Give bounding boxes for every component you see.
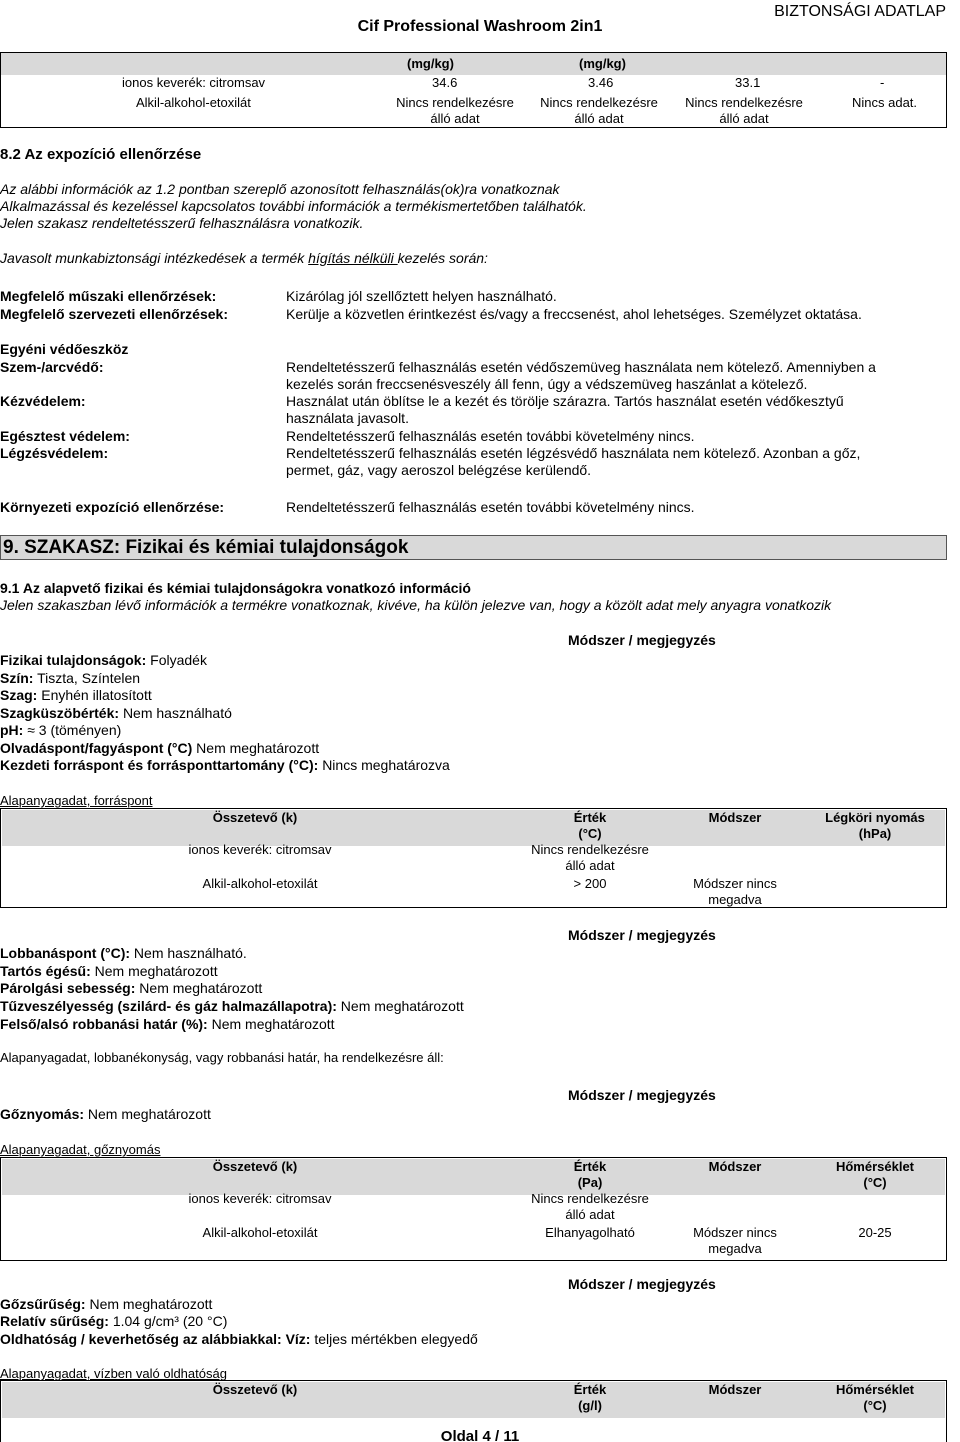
column-header: Érték (g/l) — [573, 1382, 607, 1413]
field-label: Megfelelő szervezeti ellenőrzések: — [0, 306, 228, 322]
field-value: Kizárólag jól szellőztett helyen használható. — [286, 288, 557, 304]
field-label: Szem-/arcvédő: — [0, 359, 104, 375]
table-cell: 34.6 — [432, 75, 458, 90]
unit-label: (mg/kg) — [579, 56, 626, 71]
table-caption: Alapanyagadat, vízben való oldhatóság — [0, 1366, 227, 1381]
table-header-band — [2, 1159, 945, 1195]
info-line: Alkalmazással és kezeléssel kapcsolatos további információk a termékismertetőben találhatók. — [0, 198, 587, 214]
table-caption: Alapanyagadat, gőznyomás — [0, 1142, 161, 1157]
property-row: Lobbanáspont (°C): Nem használható. — [0, 945, 247, 961]
field-value: Kerülje a közvetlen érintkezést és/vagy a freccsenést, ahol lehetséges. Személyzet oktatása. — [286, 306, 862, 322]
property-row: Felső/alsó robbanási határ (%): Nem meghatározott — [0, 1016, 335, 1032]
property-row: Gőzsűrűség: Nem meghatározott — [0, 1296, 213, 1312]
info-line: Az alábbi információk az 1.2 pontban szereplő azonosított felhasználás(ok)ra vonatkoznak — [0, 181, 560, 197]
property-row: Párolgási sebesség: Nem meghatározott — [0, 980, 263, 996]
table-header-band — [2, 1382, 945, 1418]
column-header: Összetevő (k) — [212, 1159, 298, 1174]
column-header: Összetevő (k) — [212, 810, 298, 825]
column-header: Érték (°C) — [573, 810, 607, 841]
table-cell: Módszer nincs megadva — [693, 1225, 777, 1256]
table-cell: Nincs rendelkezésre álló adat — [685, 95, 803, 126]
boiling-point-table — [0, 808, 947, 908]
property-row: Tartós égésű: Nem meghatározott — [0, 963, 218, 979]
property-row: pH: ≈ 3 (töményen) — [0, 722, 122, 738]
property-row: Tűzveszélyesség (szilárd- és gáz halmazállapotra): Nem meghatározott — [0, 998, 464, 1014]
table-cell: Nincs rendelkezésre álló adat — [531, 1191, 649, 1222]
table-cell: Alkil-alkohol-etoxilát — [202, 876, 318, 891]
column-header: Légköri nyomás (hPa) — [825, 810, 925, 841]
property-row: Szagküszöbérték: Nem használható — [0, 705, 232, 721]
field-label: Egyéni védőeszköz — [0, 341, 129, 357]
column-header: Hőmérséklet (°C) — [835, 1159, 915, 1190]
table-cell: Nincs rendelkezésre álló adat — [531, 842, 649, 873]
column-header: Módszer — [708, 1382, 762, 1397]
info-line: Jelen szakasz rendeltetésszerű felhasználásra vonatkozik. — [0, 215, 364, 231]
property-row: Szag: Enyhén illatosított — [0, 687, 152, 703]
property-row: Kezdeti forráspont és forrásponttartomány (°C): Nincs meghatározva — [0, 757, 450, 773]
column-header: Érték (Pa) — [573, 1159, 607, 1190]
method-note-heading: Módszer / megjegyzés — [568, 1087, 716, 1103]
property-row: Gőznyomás: Nem meghatározott — [0, 1106, 211, 1122]
field-value: Rendeltetésszerű felhasználás esetén védőszemüveg használata nem kötelező. Amenniyben a — [286, 359, 876, 375]
table-cell: Nincs adat. — [852, 95, 918, 110]
document-title: Cif Professional Washroom 2in1 — [357, 18, 603, 35]
method-note-heading: Módszer / megjegyzés — [568, 1276, 716, 1292]
field-value: kezelés során freccsenésveszély áll fenn, úgy a védszemüveg haszánlat a kötelező. — [286, 376, 808, 392]
document-type: BIZTONSÁGI ADATLAP — [774, 3, 946, 20]
method-note-heading: Módszer / megjegyzés — [568, 927, 716, 943]
vapour-pressure-table — [0, 1157, 947, 1261]
table-caption: Alapanyagadat, lobbanékonyság, vagy robbanási határ, ha rendelkezésre áll: — [0, 1050, 444, 1065]
field-value: Használat után öblítse le a kezét és törölje szárazra. Tartós használat esetén védőkesztyű — [286, 393, 844, 409]
table-cell: 20-25 — [858, 1225, 892, 1240]
table-cell: Alkil-alkohol-etoxilát — [202, 1225, 318, 1240]
table-header-band — [2, 810, 945, 846]
method-note-heading: Módszer / megjegyzés — [568, 632, 716, 648]
section-heading-9: 9. SZAKASZ: Fizikai és kémiai tulajdonságok — [0, 535, 947, 560]
table-cell: Módszer nincs megadva — [693, 876, 777, 907]
field-label: Kézvédelem: — [0, 393, 86, 409]
table-cell: 3.46 — [588, 75, 614, 90]
property-row: Szín: Tiszta, Színtelen — [0, 670, 141, 686]
field-value: Rendeltetésszerű felhasználás esetén további követelmény nincs. — [286, 499, 695, 515]
table-header-band — [1, 53, 946, 75]
subsection-heading: 9.1 Az alapvető fizikai és kémiai tulajdonságokra vonatkozó információ — [0, 580, 471, 596]
table-cell: ionos keverék: citromsav — [188, 842, 332, 857]
table-cell: 33.1 — [735, 75, 761, 90]
page-number: Oldal 4 / 11 — [440, 1428, 520, 1442]
column-header: Módszer — [708, 810, 762, 825]
property-row: Oldhatóság / keverhetőség az alábbiakkal: Víz: teljes mértékben elegyedő — [0, 1331, 478, 1347]
column-header: Hőmérséklet (°C) — [835, 1382, 915, 1413]
property-row: Relatív sűrűség: 1.04 g/cm³ (20 °C) — [0, 1313, 228, 1329]
section-note: Jelen szakaszban lévő információk a termékre vonatkoznak, kivéve, ha külön jelezve van, hogy a közölt adat mely anyagra vonatkozik — [0, 597, 832, 613]
table-cell: ionos keverék: citromsav — [188, 1191, 332, 1206]
table-cell: Nincs rendelkezésre álló adat — [396, 95, 514, 126]
table-cell: Alkil-alkohol-etoxilát — [136, 95, 251, 110]
field-label: Egésztest védelem: — [0, 428, 130, 444]
table-cell: Elhanyagolható — [545, 1225, 635, 1240]
table-cell: > 200 — [573, 876, 607, 891]
table-cell: ionos keverék: citromsav — [122, 75, 266, 90]
property-row: Fizikai tulajdonságok: Folyadék — [0, 652, 207, 668]
field-label: Megfelelő műszaki ellenőrzések: — [0, 288, 217, 304]
table-cell: Nincs rendelkezésre álló adat — [540, 95, 658, 126]
field-value: permet, gáz, vagy aeroszol belégzése kerülendő. — [286, 462, 592, 478]
info-line: Javasolt munkabiztonsági intézkedések a termék hígítás nélküli kezelés során: — [0, 250, 488, 266]
unit-label: (mg/kg) — [407, 56, 454, 71]
field-label: Környezeti expozíció ellenőrzése: — [0, 499, 225, 515]
property-row: Olvadáspont/fagyáspont (°C) Nem meghatározott — [0, 740, 320, 756]
field-value: Rendeltetésszerű felhasználás esetén további követelmény nincs. — [286, 428, 695, 444]
field-value: használata javasolt. — [286, 410, 409, 426]
column-header: Összetevő (k) — [212, 1382, 298, 1397]
field-value: Rendeltetésszerű felhasználás esetén légzésvédő használata nem kötelező. Azonban a gőz, — [286, 445, 861, 461]
column-header: Módszer — [708, 1159, 762, 1174]
table-cell: - — [880, 75, 885, 90]
section-heading-8-2: 8.2 Az expozíció ellenőrzése — [0, 146, 202, 163]
field-label: Légzésvédelem: — [0, 445, 109, 461]
table-caption: Alapanyagadat, forráspont — [0, 793, 153, 808]
